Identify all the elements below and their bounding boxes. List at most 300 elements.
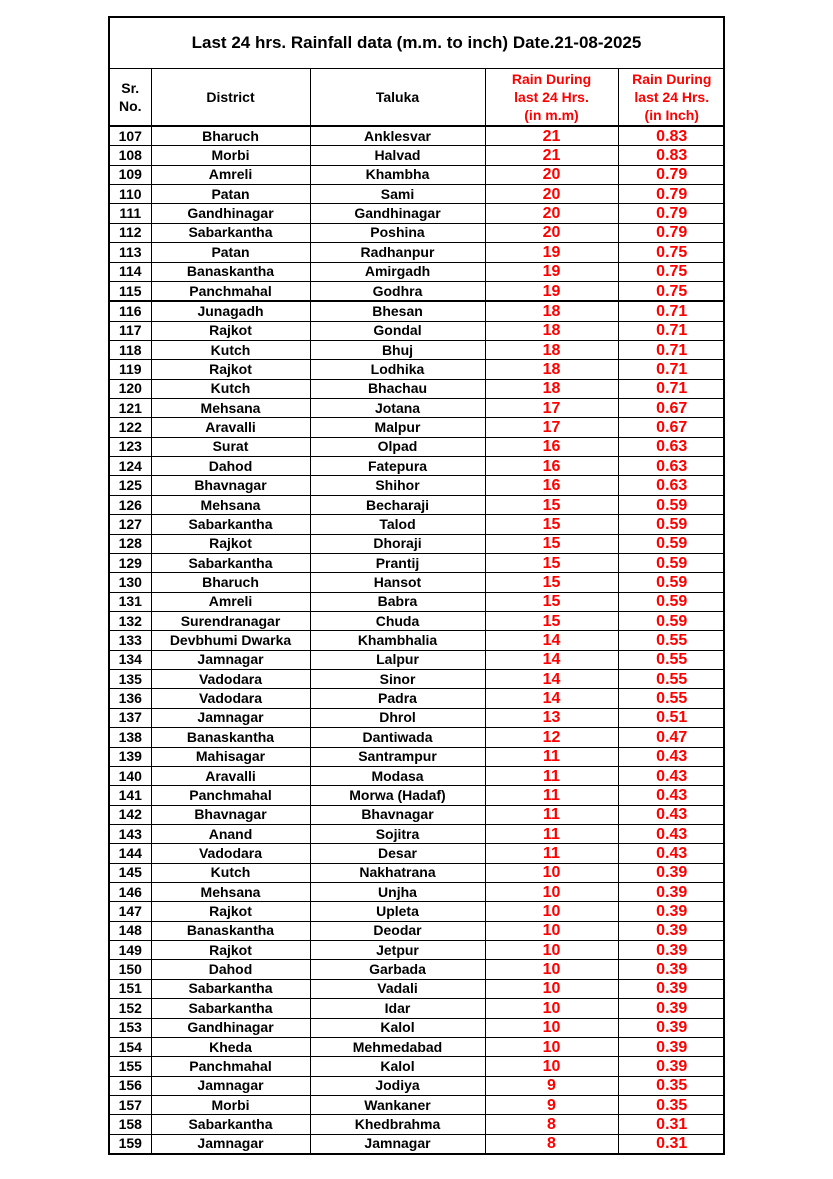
rain-mm-cell: 11 [485,766,618,785]
taluka-cell: Kalol [310,1018,485,1037]
table-row [110,379,725,398]
rain-mm-cell: 10 [485,902,618,921]
rain-inch-cell: 0.43 [618,805,725,824]
rain-inch-cell: 0.51 [618,708,725,727]
rain-mm-cell: 14 [485,650,618,669]
district-cell: Morbi [151,1095,310,1114]
rain-inch-cell: 0.39 [618,863,725,882]
sr-no-cell: 137 [110,708,151,727]
rain-inch-cell: 0.39 [618,902,725,921]
header-sr-no: Sr. No. [110,69,151,126]
sr-no-cell: 127 [110,515,151,534]
table-row [110,165,725,184]
rain-inch-cell: 0.79 [618,185,725,204]
district-cell: Devbhumi Dwarka [151,631,310,650]
district-cell: Rajkot [151,321,310,340]
sr-no-cell: 157 [110,1095,151,1114]
rain-mm-cell: 21 [485,126,618,146]
rain-mm-cell: 10 [485,999,618,1018]
taluka-cell: Godhra [310,281,485,301]
table-row [110,126,725,146]
rain-inch-cell: 0.31 [618,1115,725,1134]
district-cell: Vadodara [151,689,310,708]
table-row [110,902,725,921]
rain-inch-cell: 0.83 [618,146,725,165]
header-row [110,69,725,126]
taluka-cell: Mehmedabad [310,1037,485,1056]
rain-inch-cell: 0.55 [618,670,725,689]
rain-mm-cell: 10 [485,883,618,902]
sr-no-cell: 109 [110,165,151,184]
rain-mm-cell: 9 [485,1076,618,1095]
taluka-cell: Deodar [310,921,485,940]
taluka-cell: Kalol [310,1057,485,1076]
table-row [110,1037,725,1056]
rain-mm-cell: 14 [485,689,618,708]
rain-inch-cell: 0.39 [618,1037,725,1056]
rain-inch-cell: 0.83 [618,126,725,146]
sr-no-cell: 145 [110,863,151,882]
district-cell: Amreli [151,592,310,611]
rain-mm-cell: 11 [485,805,618,824]
rain-mm-cell: 19 [485,262,618,281]
table-row [110,941,725,960]
district-cell: Aravalli [151,418,310,437]
header-taluka: Taluka [310,69,485,126]
district-cell: Sabarkantha [151,223,310,242]
rain-mm-cell: 11 [485,786,618,805]
rain-mm-cell: 18 [485,340,618,359]
rain-inch-cell: 0.79 [618,165,725,184]
taluka-cell: Upleta [310,902,485,921]
sr-no-cell: 124 [110,457,151,476]
sr-no-cell: 148 [110,921,151,940]
table-row [110,747,725,766]
header-district: District [151,69,310,126]
rain-inch-cell: 0.59 [618,534,725,553]
rain-mm-cell: 10 [485,921,618,940]
sr-no-cell: 140 [110,766,151,785]
table-row [110,728,725,747]
rain-mm-cell: 15 [485,611,618,630]
rain-mm-cell: 15 [485,534,618,553]
district-cell: Morbi [151,146,310,165]
table-row [110,631,725,650]
taluka-cell: Lodhika [310,360,485,379]
sr-no-cell: 151 [110,979,151,998]
taluka-cell: Santrampur [310,747,485,766]
district-cell: Jamnagar [151,708,310,727]
taluka-cell: Shihor [310,476,485,495]
rain-inch-cell: 0.67 [618,399,725,418]
rain-inch-cell: 0.43 [618,786,725,805]
header-rain-inch: Rain During last 24 Hrs. (in Inch) [618,69,725,126]
sr-no-cell: 112 [110,223,151,242]
taluka-cell: Gandhinagar [310,204,485,223]
rain-inch-cell: 0.35 [618,1076,725,1095]
taluka-cell: Dhoraji [310,534,485,553]
rain-mm-cell: 10 [485,1057,618,1076]
rain-inch-cell: 0.55 [618,650,725,669]
rain-inch-cell: 0.71 [618,379,725,398]
sr-no-cell: 117 [110,321,151,340]
district-cell: Anand [151,824,310,843]
table-row [110,824,725,843]
sr-no-cell: 143 [110,824,151,843]
table-row [110,708,725,727]
taluka-cell: Nakhatrana [310,863,485,882]
table-row [110,1018,725,1037]
rain-inch-cell: 0.39 [618,883,725,902]
district-cell: Kutch [151,340,310,359]
report-title: Last 24 hrs. Rainfall data (m.m. to inch) Date.21-08-2025 [110,18,723,69]
district-cell: Banaskantha [151,921,310,940]
table-row [110,1115,725,1134]
rain-inch-cell: 0.55 [618,631,725,650]
district-cell: Kheda [151,1037,310,1056]
rain-mm-cell: 11 [485,747,618,766]
district-cell: Patan [151,243,310,262]
taluka-cell: Lalpur [310,650,485,669]
table-row [110,689,725,708]
rain-mm-cell: 10 [485,941,618,960]
taluka-cell: Hansot [310,573,485,592]
table-row [110,573,725,592]
rain-mm-cell: 10 [485,1037,618,1056]
sr-no-cell: 125 [110,476,151,495]
rainfall-table [110,69,725,1153]
taluka-cell: Olpad [310,437,485,456]
table-row [110,495,725,514]
table-row [110,999,725,1018]
table-row [110,243,725,262]
taluka-cell: Bhuj [310,340,485,359]
table-row [110,1057,725,1076]
rain-mm-cell: 10 [485,863,618,882]
rain-mm-cell: 8 [485,1115,618,1134]
rainfall-report [108,16,725,1155]
rain-inch-cell: 0.43 [618,844,725,863]
district-cell: Gandhinagar [151,1018,310,1037]
district-cell: Mehsana [151,399,310,418]
rain-mm-cell: 17 [485,399,618,418]
table-row [110,301,725,321]
sr-no-cell: 134 [110,650,151,669]
sr-no-cell: 128 [110,534,151,553]
rain-mm-cell: 15 [485,553,618,572]
district-cell: Bharuch [151,126,310,146]
taluka-cell: Jodiya [310,1076,485,1095]
sr-no-cell: 114 [110,262,151,281]
rain-mm-cell: 17 [485,418,618,437]
rain-inch-cell: 0.59 [618,495,725,514]
rain-mm-cell: 18 [485,321,618,340]
district-cell: Vadodara [151,670,310,689]
sr-no-cell: 111 [110,204,151,223]
sr-no-cell: 146 [110,883,151,902]
district-cell: Vadodara [151,844,310,863]
table-row [110,844,725,863]
rain-inch-cell: 0.75 [618,281,725,301]
district-cell: Rajkot [151,534,310,553]
rain-inch-cell: 0.63 [618,476,725,495]
table-row [110,650,725,669]
rain-inch-cell: 0.59 [618,611,725,630]
district-cell: Mahisagar [151,747,310,766]
table-row [110,534,725,553]
sr-no-cell: 147 [110,902,151,921]
sr-no-cell: 153 [110,1018,151,1037]
rain-inch-cell: 0.59 [618,515,725,534]
table-row [110,185,725,204]
rain-mm-cell: 18 [485,301,618,321]
taluka-cell: Unjha [310,883,485,902]
district-cell: Sabarkantha [151,999,310,1018]
rain-mm-cell: 15 [485,592,618,611]
rain-inch-cell: 0.71 [618,340,725,359]
rain-mm-cell: 12 [485,728,618,747]
table-row [110,863,725,882]
table-row [110,204,725,223]
table-row [110,437,725,456]
sr-no-cell: 108 [110,146,151,165]
sr-no-cell: 133 [110,631,151,650]
rain-mm-cell: 9 [485,1095,618,1114]
rain-inch-cell: 0.67 [618,418,725,437]
taluka-cell: Sami [310,185,485,204]
district-cell: Aravalli [151,766,310,785]
taluka-cell: Idar [310,999,485,1018]
rain-mm-cell: 20 [485,165,618,184]
rain-inch-cell: 0.71 [618,321,725,340]
table-row [110,399,725,418]
taluka-cell: Vadali [310,979,485,998]
taluka-cell: Bhachau [310,379,485,398]
rain-mm-cell: 15 [485,495,618,514]
sr-no-cell: 155 [110,1057,151,1076]
table-row [110,515,725,534]
taluka-cell: Bhesan [310,301,485,321]
taluka-cell: Anklesvar [310,126,485,146]
sr-no-cell: 107 [110,126,151,146]
sr-no-cell: 141 [110,786,151,805]
taluka-cell: Sojitra [310,824,485,843]
sr-no-cell: 132 [110,611,151,630]
rain-inch-cell: 0.43 [618,766,725,785]
district-cell: Junagadh [151,301,310,321]
sr-no-cell: 110 [110,185,151,204]
table-row [110,321,725,340]
rain-mm-cell: 16 [485,476,618,495]
table-row [110,1134,725,1153]
taluka-cell: Dhrol [310,708,485,727]
table-row [110,146,725,165]
sr-no-cell: 122 [110,418,151,437]
sr-no-cell: 152 [110,999,151,1018]
taluka-cell: Wankaner [310,1095,485,1114]
rain-mm-cell: 14 [485,670,618,689]
sr-no-cell: 118 [110,340,151,359]
taluka-cell: Jamnagar [310,1134,485,1153]
sr-no-cell: 158 [110,1115,151,1134]
district-cell: Surat [151,437,310,456]
rain-inch-cell: 0.39 [618,921,725,940]
district-cell: Panchmahal [151,1057,310,1076]
district-cell: Banaskantha [151,728,310,747]
sr-no-cell: 123 [110,437,151,456]
rain-inch-cell: 0.75 [618,262,725,281]
district-cell: Mehsana [151,883,310,902]
rain-inch-cell: 0.63 [618,437,725,456]
taluka-cell: Garbada [310,960,485,979]
sr-no-cell: 129 [110,553,151,572]
sr-no-cell: 156 [110,1076,151,1095]
rain-mm-cell: 11 [485,844,618,863]
table-row [110,960,725,979]
sr-no-cell: 150 [110,960,151,979]
rain-inch-cell: 0.55 [618,689,725,708]
sr-no-cell: 130 [110,573,151,592]
table-row [110,457,725,476]
rain-mm-cell: 20 [485,185,618,204]
table-row [110,553,725,572]
district-cell: Rajkot [151,941,310,960]
taluka-cell: Jetpur [310,941,485,960]
rain-inch-cell: 0.59 [618,573,725,592]
taluka-cell: Sinor [310,670,485,689]
rain-mm-cell: 15 [485,573,618,592]
rain-inch-cell: 0.35 [618,1095,725,1114]
taluka-cell: Dantiwada [310,728,485,747]
rain-mm-cell: 14 [485,631,618,650]
rain-inch-cell: 0.79 [618,204,725,223]
district-cell: Banaskantha [151,262,310,281]
rain-mm-cell: 10 [485,1018,618,1037]
district-cell: Jamnagar [151,1076,310,1095]
rain-inch-cell: 0.39 [618,960,725,979]
rain-inch-cell: 0.79 [618,223,725,242]
taluka-cell: Khambhalia [310,631,485,650]
district-cell: Gandhinagar [151,204,310,223]
district-cell: Sabarkantha [151,515,310,534]
district-cell: Kutch [151,863,310,882]
sr-no-cell: 135 [110,670,151,689]
district-cell: Kutch [151,379,310,398]
header-rain-mm: Rain During last 24 Hrs. (in m.m) [485,69,618,126]
table-row [110,360,725,379]
taluka-cell: Halvad [310,146,485,165]
sr-no-cell: 120 [110,379,151,398]
rain-inch-cell: 0.75 [618,243,725,262]
sr-no-cell: 159 [110,1134,151,1153]
taluka-cell: Poshina [310,223,485,242]
rain-inch-cell: 0.71 [618,301,725,321]
rain-mm-cell: 21 [485,146,618,165]
taluka-cell: Radhanpur [310,243,485,262]
rain-mm-cell: 11 [485,824,618,843]
district-cell: Bhavnagar [151,805,310,824]
district-cell: Mehsana [151,495,310,514]
taluka-cell: Prantij [310,553,485,572]
rain-mm-cell: 20 [485,204,618,223]
taluka-cell: Babra [310,592,485,611]
taluka-cell: Jotana [310,399,485,418]
table-row [110,418,725,437]
sr-no-cell: 139 [110,747,151,766]
rain-inch-cell: 0.43 [618,824,725,843]
table-row [110,766,725,785]
rain-mm-cell: 20 [485,223,618,242]
sr-no-cell: 131 [110,592,151,611]
district-cell: Surendranagar [151,611,310,630]
taluka-cell: Modasa [310,766,485,785]
rain-inch-cell: 0.39 [618,999,725,1018]
table-row [110,786,725,805]
table-row [110,281,725,301]
taluka-cell: Becharaji [310,495,485,514]
table-row [110,223,725,242]
sr-no-cell: 142 [110,805,151,824]
district-cell: Sabarkantha [151,553,310,572]
district-cell: Sabarkantha [151,979,310,998]
table-row [110,262,725,281]
sr-no-cell: 119 [110,360,151,379]
taluka-cell: Fatepura [310,457,485,476]
rain-inch-cell: 0.59 [618,592,725,611]
taluka-cell: Malpur [310,418,485,437]
rain-mm-cell: 19 [485,281,618,301]
district-cell: Rajkot [151,902,310,921]
district-cell: Dahod [151,960,310,979]
rain-mm-cell: 18 [485,360,618,379]
taluka-cell: Desar [310,844,485,863]
sr-no-cell: 121 [110,399,151,418]
sr-no-cell: 116 [110,301,151,321]
sr-no-cell: 144 [110,844,151,863]
rain-mm-cell: 19 [485,243,618,262]
district-cell: Panchmahal [151,786,310,805]
district-cell: Amreli [151,165,310,184]
rain-mm-cell: 10 [485,960,618,979]
rain-mm-cell: 16 [485,457,618,476]
rain-mm-cell: 16 [485,437,618,456]
table-row [110,979,725,998]
rain-mm-cell: 8 [485,1134,618,1153]
rain-inch-cell: 0.39 [618,979,725,998]
sr-no-cell: 138 [110,728,151,747]
rain-inch-cell: 0.43 [618,747,725,766]
taluka-cell: Morwa (Hadaf) [310,786,485,805]
rain-inch-cell: 0.47 [618,728,725,747]
table-row [110,670,725,689]
rain-inch-cell: 0.31 [656,1135,688,1153]
district-cell: Dahod [151,457,310,476]
taluka-cell: Padra [310,689,485,708]
district-cell: Panchmahal [151,281,310,301]
table-row [110,592,725,611]
sr-no-cell: 154 [110,1037,151,1056]
rain-mm-cell: 15 [485,515,618,534]
rain-inch-cell: 0.63 [618,457,725,476]
rain-mm-cell: 18 [485,379,618,398]
district-cell: Sabarkantha [151,1115,310,1134]
sr-no-cell: 115 [110,281,151,301]
rain-mm-cell: 13 [485,708,618,727]
table-row [110,340,725,359]
rain-inch-cell: 0.71 [618,360,725,379]
table-row [110,476,725,495]
sr-no-cell: 149 [110,941,151,960]
